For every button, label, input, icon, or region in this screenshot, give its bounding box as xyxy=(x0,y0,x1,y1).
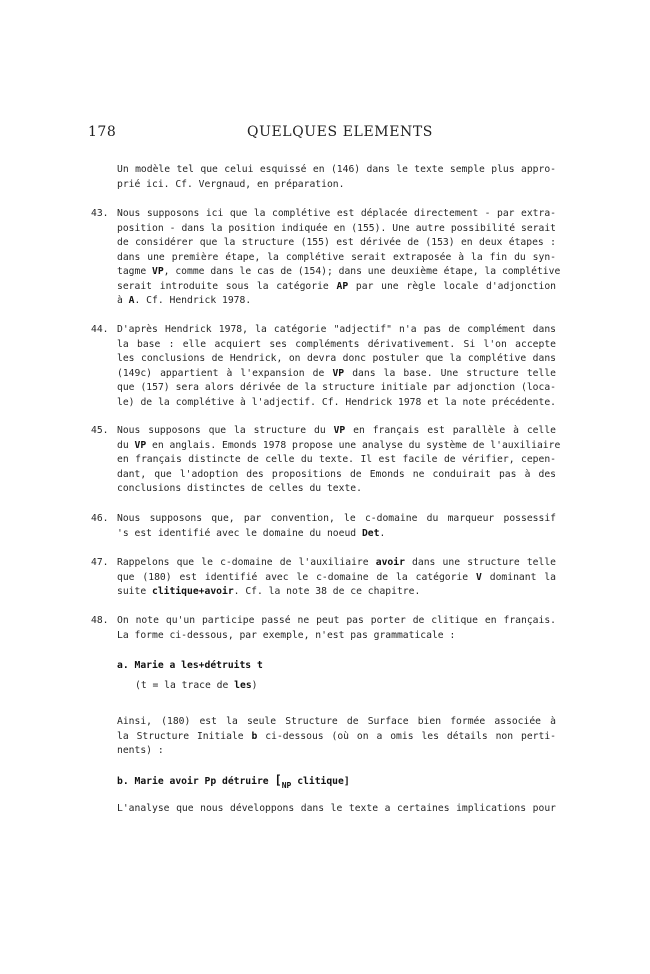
np-subscript: NP xyxy=(281,781,292,790)
text-line: 's est identifié avec le domaine du noeud Det. xyxy=(117,527,386,539)
note-number: 44. xyxy=(91,324,109,335)
text-line: que (157) sera alors dérivée de la structure initiale par adjonction (loca- xyxy=(117,382,556,394)
example-sentence: a. Marie a les+détruits t xyxy=(117,660,263,671)
text-line: à A. Cf. Hendrick 1978. xyxy=(117,295,252,307)
text-line: serait introduite sous la catégorie AP par une règle locale d'adjonction xyxy=(117,280,556,292)
text-line: Nous supposons que la structure du VP en français est parallèle à celle xyxy=(117,425,556,436)
note-47 xyxy=(91,556,557,600)
text-line: Ainsi, (180) est la seule Structure de Surface bien formée associée à xyxy=(117,716,556,727)
text-line: prié ici. Cf. Vergnaud, en préparation. xyxy=(117,178,345,190)
text-line: conclusions distinctes de celles du texte. xyxy=(117,483,362,495)
text-line: dant, que l'adoption des propositions de Emonds ne conduirait pas à des xyxy=(117,468,556,480)
text-line: le) de la complétive à l'adjectif. Cf. Hendrick 1978 et la note précédente. xyxy=(117,396,556,408)
text-line: D'après Hendrick 1978, la catégorie "adjectif" n'a pas de complément dans xyxy=(117,324,556,335)
example-sentence: b. Marie avoir Pp détruire [$_{NP}$ clitique] xyxy=(117,773,350,790)
text-line: L'analyse que nous développons dans le texte a certaines implications pour xyxy=(117,803,556,814)
text-line: du VP en anglais. Emonds 1978 propose une analyse du système de l'auxiliaire xyxy=(117,439,561,451)
note-number: 46. xyxy=(91,513,109,524)
text-line: de considérer que la structure (155) est dérivée de (153) en deux étapes : xyxy=(117,237,556,249)
note-48-continued xyxy=(117,715,556,759)
gloss-text: (t = la trace de les) xyxy=(135,680,258,691)
note-48-final xyxy=(117,802,556,817)
running-header xyxy=(88,124,556,144)
note-46 xyxy=(91,512,556,541)
text-line: Nous supposons ici que la complétive est déplacée directement - par extra- xyxy=(117,208,556,219)
page-number: 178 xyxy=(88,124,117,140)
note-number: 43. xyxy=(91,208,109,219)
note-45 xyxy=(91,424,561,497)
text-line: suite clitique+avoir. Cf. la note 38 de ce chapitre. xyxy=(117,586,421,598)
note-43 xyxy=(91,207,561,309)
note-number: 48. xyxy=(91,615,109,626)
note-44 xyxy=(91,323,556,410)
example-a-gloss xyxy=(135,679,435,694)
running-title: QUELQUES ELEMENTS xyxy=(247,124,433,140)
text-line: que (180) est identifié avec le c-domaine de la catégorie V dominant la xyxy=(117,571,556,583)
text-line: dans une première étape, la complétive serait extraposée à la fin du syn- xyxy=(117,251,556,263)
text-line: position - dans la position indiquée en (155). Une autre possibilité serait xyxy=(117,222,556,234)
note-number: 45. xyxy=(91,425,109,436)
text-line: les conclusions de Hendrick, on devra donc postuler que la complétive dans xyxy=(117,353,556,365)
text-line: la Structure Initiale b ci-dessous (où on a omis les détails non perti- xyxy=(117,730,556,742)
text-line: en français distincte de celle du texte. Il est facile de vérifier, cepen- xyxy=(117,454,556,466)
text-line: (149c) appartient à l'expansion de VP dans la base. Une structure telle xyxy=(117,367,556,379)
text-line: tagme VP, comme dans le cas de (154); dans une deuxième étape, la complétive xyxy=(117,266,561,278)
note-continuation xyxy=(117,163,556,192)
note-number: 47. xyxy=(91,557,109,568)
text-line: Nous supposons que, par convention, le c-domaine du marqueur possessif xyxy=(117,513,556,524)
text-line: Rappelons que le c-domaine de l'auxiliaire avoir dans une structure telle xyxy=(117,557,557,568)
text-line: Un modèle tel que celui esquissé en (146) dans le texte semple plus appro- xyxy=(117,164,556,175)
text-line: nents) : xyxy=(117,745,164,757)
text-line: On note qu'un participe passé ne peut pas porter de clitique en français. xyxy=(117,615,556,626)
text-line: La forme ci-dessous, par exemple, n'est pas grammaticale : xyxy=(117,629,456,641)
example-a xyxy=(117,659,556,674)
note-48 xyxy=(91,614,556,643)
example-b xyxy=(117,773,556,788)
text-line: la base : elle acquiert ses compléments dérivativement. Si l'on accepte xyxy=(117,338,556,350)
